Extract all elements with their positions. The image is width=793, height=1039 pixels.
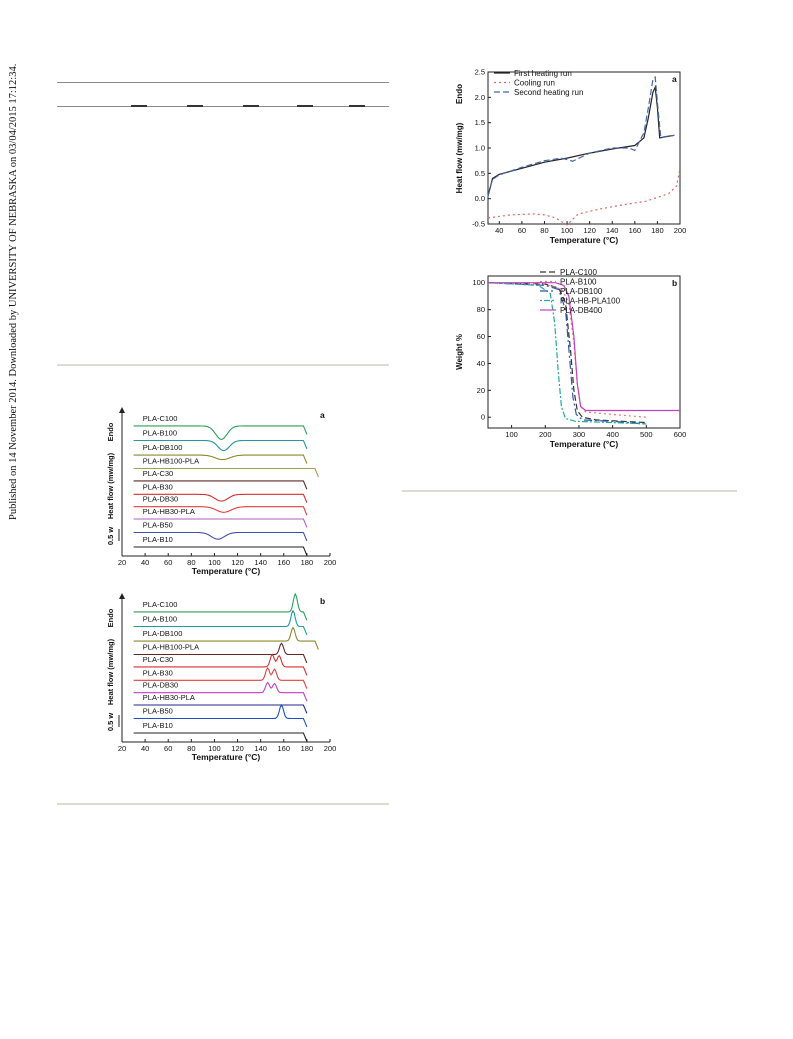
legend-label: PLA-DB400: [560, 305, 603, 315]
y-tick-label: 2.5: [474, 67, 485, 77]
right-figure-bottom-rule: [402, 490, 737, 492]
dsc-stacked-chart-a: [100, 402, 345, 582]
table-dash: [349, 105, 365, 107]
series-label: PLA-DB30: [142, 680, 179, 690]
table-top-rule: [57, 82, 389, 83]
legend-label: Cooling run: [514, 78, 555, 88]
table-header-rule: [57, 106, 389, 107]
x-tick-label: 500: [640, 430, 653, 439]
x-axis-label: Temperature (°C): [191, 566, 261, 576]
series-label: PLA-B30: [142, 668, 173, 678]
legend-label: PLA-HB-PLA100: [560, 296, 621, 306]
y-axis-label: Heat flow (mw/mg): [455, 122, 464, 194]
series-label: PLA-B50: [142, 706, 173, 716]
x-tick-label: 40: [140, 558, 150, 567]
x-tick-label: 60: [164, 744, 173, 753]
download-watermark: Published on 14 November 2014. Downloaded by UNIVERSITY OF NEBRASKA on 03/04/2015 17:12:34.: [8, 63, 19, 520]
series-label: PLA-DB100: [142, 629, 183, 639]
series-label: PLA-DB100: [142, 443, 183, 453]
scale-bar-label: 0.5 w: [106, 526, 115, 546]
x-tick-label: 80: [540, 226, 549, 235]
x-tick-label: 80: [187, 744, 196, 753]
series-label: PLA-B100: [142, 428, 178, 438]
endo-arrow: [119, 593, 125, 599]
panel-label: b: [672, 278, 678, 288]
x-tick-label: 120: [231, 744, 244, 753]
series-label: PLA-B50: [142, 520, 173, 530]
series-label: PLA-HB30-PLA: [142, 506, 195, 516]
series-label: PLA-HB100-PLA: [142, 642, 200, 652]
table-dash: [243, 105, 259, 107]
series-label: PLA-HB30-PLA: [142, 692, 195, 702]
y-axis-label: Weight %: [455, 334, 464, 370]
x-axis-label: Temperature (°C): [549, 235, 619, 245]
x-tick-label: 40: [140, 744, 150, 753]
x-tick-label: 100: [208, 744, 221, 753]
x-tick-label: 200: [323, 744, 337, 753]
legend-label: First heating run: [514, 68, 572, 78]
series-label: PLA-B10: [142, 720, 173, 730]
table-dash: [187, 105, 203, 107]
x-tick-label: 20: [117, 558, 127, 567]
series-label: PLA-B100: [142, 614, 178, 624]
figure-bottom-rule: [57, 803, 389, 805]
x-axis-label: Temperature (°C): [549, 439, 619, 449]
x-tick-label: 60: [164, 558, 173, 567]
series-label: PLA-DB30: [142, 494, 179, 504]
y-tick-label: 1.0: [474, 143, 485, 153]
x-tick-label: 180: [300, 744, 314, 753]
series-line: [488, 87, 674, 196]
x-tick-label: 100: [505, 430, 518, 439]
y-tick-label: 2.0: [474, 92, 485, 102]
x-tick-label: 60: [517, 226, 527, 235]
endo-label: Endo: [455, 84, 464, 104]
x-tick-label: 300: [572, 430, 586, 439]
scale-bar-label: 0.5 w: [106, 712, 115, 732]
x-tick-label: 140: [605, 226, 619, 235]
y-axis-label: Heat flow (mw/mg): [106, 638, 115, 706]
y-tick-label: 60: [476, 332, 485, 342]
y-tick-label: 0.5: [474, 168, 485, 178]
series-line: [488, 168, 680, 225]
series-label: PLA-C100: [142, 599, 178, 609]
x-axis-label: Temperature (°C): [191, 752, 261, 762]
x-tick-label: 100: [560, 226, 574, 235]
x-tick-label: 180: [651, 226, 664, 235]
series-label: PLA-C100: [142, 413, 178, 423]
series-label: PLA-C30: [142, 468, 174, 478]
panel-label: b: [320, 596, 326, 606]
series-label: PLA-B30: [142, 482, 173, 492]
x-tick-label: 600: [673, 430, 687, 439]
x-tick-label: 100: [208, 558, 221, 567]
y-axis-label: Heat flow (mw/mg): [106, 452, 115, 520]
series-line: [134, 733, 307, 741]
x-tick-label: 40: [495, 226, 504, 235]
table-bottom-rule: [57, 364, 389, 366]
x-tick-label: 80: [187, 558, 196, 567]
series-label: PLA-C30: [142, 654, 174, 664]
dsc-stacked-chart-b: [100, 588, 345, 768]
x-tick-label: 200: [323, 558, 337, 567]
y-tick-label: 0.0: [474, 194, 485, 204]
legend-label: Second heating run: [514, 87, 584, 97]
x-tick-label: 140: [254, 558, 267, 567]
series-line: [134, 547, 307, 555]
y-tick-label: 20: [476, 385, 485, 395]
panel-label: a: [672, 74, 677, 84]
x-tick-label: 400: [606, 430, 619, 439]
y-tick-label: 80: [476, 305, 485, 315]
x-tick-label: 160: [277, 558, 291, 567]
legend-label: PLA-C100: [560, 267, 597, 277]
x-tick-label: 120: [231, 558, 244, 567]
y-tick-label: 40: [476, 358, 485, 368]
dsc-heating-cooling-chart: [446, 62, 691, 252]
table-dash: [131, 105, 147, 107]
x-tick-label: 160: [277, 744, 291, 753]
series-label: PLA-HB100-PLA: [142, 456, 200, 466]
y-tick-label: 1.5: [474, 118, 485, 128]
endo-arrow: [119, 407, 125, 413]
table-dash: [297, 105, 313, 107]
x-tick-label: 140: [254, 744, 267, 753]
legend-label: PLA-DB100: [560, 286, 603, 296]
y-tick-label: 100: [472, 278, 485, 288]
legend-label: PLA-B100: [560, 277, 597, 287]
y-tick-label: 0: [480, 412, 485, 422]
endo-label: Endo: [106, 422, 115, 442]
endo-label: Endo: [106, 608, 115, 628]
x-tick-label: 200: [673, 226, 687, 235]
y-tick-label: -0.5: [472, 219, 485, 229]
panel-label: a: [320, 410, 325, 420]
x-tick-label: 120: [583, 226, 596, 235]
series-label: PLA-B10: [142, 534, 173, 544]
x-tick-label: 20: [117, 744, 127, 753]
x-tick-label: 200: [539, 430, 552, 439]
x-tick-label: 180: [300, 558, 314, 567]
tga-weight-chart: [446, 266, 691, 456]
x-tick-label: 160: [628, 226, 642, 235]
